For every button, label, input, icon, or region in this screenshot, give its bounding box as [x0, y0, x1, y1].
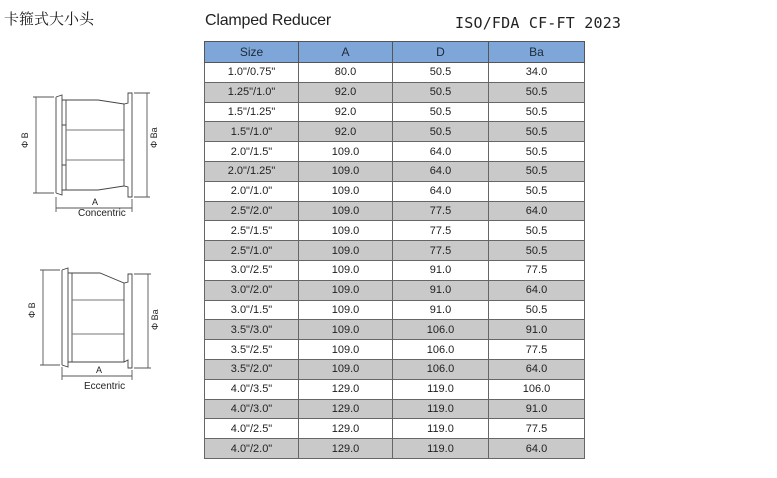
table-row: [205, 379, 585, 399]
cell-a: 109.0: [299, 260, 393, 280]
cell-d: 50.5: [393, 102, 489, 122]
header-ba: Ba: [489, 42, 585, 63]
cell-a: 129.0: [299, 439, 393, 459]
table-row: [205, 201, 585, 221]
cell-d: 50.5: [393, 63, 489, 83]
cell-d: 64.0: [393, 161, 489, 181]
cell-ba: 50.5: [489, 221, 585, 241]
cell-d: 119.0: [393, 419, 489, 439]
cell-a: 109.0: [299, 201, 393, 221]
cell-ba: 77.5: [489, 340, 585, 360]
cell-size: 2.5"/2.0": [205, 201, 299, 221]
cell-a: 92.0: [299, 102, 393, 122]
standard-label: ISO/FDA CF-FT 2023: [455, 14, 622, 32]
cell-size: 4.0"/2.5": [205, 419, 299, 439]
cell-ba: 77.5: [489, 260, 585, 280]
table-row: [205, 320, 585, 340]
cell-size: 4.0"/3.5": [205, 379, 299, 399]
cell-size: 3.0"/2.0": [205, 280, 299, 300]
table-row: [205, 122, 585, 142]
cell-a: 109.0: [299, 300, 393, 320]
table-row: [205, 142, 585, 162]
cell-a: 129.0: [299, 379, 393, 399]
cell-ba: 64.0: [489, 201, 585, 221]
cell-ba: 50.5: [489, 300, 585, 320]
cell-d: 77.5: [393, 241, 489, 261]
table-row: [205, 340, 585, 360]
cell-d: 64.0: [393, 181, 489, 201]
cell-ba: 50.5: [489, 161, 585, 181]
cell-ba: 64.0: [489, 280, 585, 300]
cell-d: 106.0: [393, 320, 489, 340]
cell-size: 2.0"/1.25": [205, 161, 299, 181]
cell-d: 91.0: [393, 280, 489, 300]
cell-d: 91.0: [393, 260, 489, 280]
cell-a: 109.0: [299, 181, 393, 201]
cell-d: 106.0: [393, 359, 489, 379]
cell-size: 4.0"/2.0": [205, 439, 299, 459]
table-title: Clamped Reducer: [205, 12, 331, 29]
cell-size: 3.0"/2.5": [205, 260, 299, 280]
cell-a: 92.0: [299, 82, 393, 102]
table-header-row: [205, 42, 585, 63]
eccentric-dim-a-label: A: [96, 365, 103, 375]
header-size: Size: [205, 42, 299, 63]
cell-d: 50.5: [393, 82, 489, 102]
table-row: [205, 300, 585, 320]
table-row: [205, 439, 585, 459]
cell-a: 109.0: [299, 280, 393, 300]
cell-ba: 50.5: [489, 142, 585, 162]
table-row: [205, 399, 585, 419]
table-row: [205, 221, 585, 241]
eccentric-dim-ba-label: Φ Ba: [150, 309, 160, 330]
cell-d: 119.0: [393, 399, 489, 419]
cell-size: 3.5"/3.0": [205, 320, 299, 340]
page-title: 卡箍式大小头: [4, 10, 95, 28]
cell-size: 2.5"/1.0": [205, 241, 299, 261]
cell-a: 109.0: [299, 241, 393, 261]
cell-ba: 50.5: [489, 82, 585, 102]
reducer-drawings: [0, 0, 200, 478]
cell-a: 109.0: [299, 161, 393, 181]
table-row: [205, 419, 585, 439]
spec-table: [204, 41, 585, 459]
cell-d: 77.5: [393, 201, 489, 221]
concentric-caption: Concentric: [78, 208, 126, 219]
cell-d: 119.0: [393, 439, 489, 459]
cell-ba: 91.0: [489, 320, 585, 340]
cell-a: 129.0: [299, 419, 393, 439]
cell-size: 1.5"/1.0": [205, 122, 299, 142]
table-row: [205, 102, 585, 122]
cell-size: 1.5"/1.25": [205, 102, 299, 122]
table-row: [205, 181, 585, 201]
cell-size: 4.0"/3.0": [205, 399, 299, 419]
table-row: [205, 359, 585, 379]
cell-size: 3.5"/2.0": [205, 359, 299, 379]
table-row: [205, 241, 585, 261]
cell-ba: 50.5: [489, 241, 585, 261]
cell-d: 106.0: [393, 340, 489, 360]
table-row: [205, 82, 585, 102]
cell-a: 109.0: [299, 320, 393, 340]
eccentric-drawing: [40, 268, 151, 380]
cell-ba: 106.0: [489, 379, 585, 399]
table-body: [205, 63, 585, 459]
cell-ba: 50.5: [489, 102, 585, 122]
concentric-dim-b-label: Φ B: [20, 132, 30, 148]
cell-a: 109.0: [299, 221, 393, 241]
cell-a: 109.0: [299, 359, 393, 379]
cell-d: 77.5: [393, 221, 489, 241]
eccentric-dim-b-label: Φ B: [27, 302, 37, 318]
cell-a: 109.0: [299, 142, 393, 162]
cell-size: 3.0"/1.5": [205, 300, 299, 320]
header-a: A: [299, 42, 393, 63]
concentric-dim-ba-label: Φ Ba: [149, 127, 159, 148]
table-row: [205, 161, 585, 181]
cell-ba: 64.0: [489, 359, 585, 379]
cell-size: 2.0"/1.0": [205, 181, 299, 201]
cell-size: 1.25"/1.0": [205, 82, 299, 102]
cell-ba: 50.5: [489, 122, 585, 142]
cell-a: 109.0: [299, 340, 393, 360]
concentric-dim-a-label: A: [92, 197, 99, 207]
cell-size: 2.0"/1.5": [205, 142, 299, 162]
cell-d: 50.5: [393, 122, 489, 142]
cell-ba: 64.0: [489, 439, 585, 459]
header-d: D: [393, 42, 489, 63]
concentric-drawing: [33, 93, 150, 212]
cell-a: 92.0: [299, 122, 393, 142]
cell-size: 2.5"/1.5": [205, 221, 299, 241]
cell-d: 64.0: [393, 142, 489, 162]
cell-ba: 50.5: [489, 181, 585, 201]
eccentric-caption: Eccentric: [84, 381, 126, 392]
cell-d: 119.0: [393, 379, 489, 399]
cell-a: 129.0: [299, 399, 393, 419]
cell-size: 1.0"/0.75": [205, 63, 299, 83]
cell-ba: 91.0: [489, 399, 585, 419]
cell-ba: 77.5: [489, 419, 585, 439]
cell-size: 3.5"/2.5": [205, 340, 299, 360]
table-row: [205, 260, 585, 280]
cell-ba: 34.0: [489, 63, 585, 83]
cell-d: 91.0: [393, 300, 489, 320]
table-row: [205, 63, 585, 83]
table-row: [205, 280, 585, 300]
cell-a: 80.0: [299, 63, 393, 83]
